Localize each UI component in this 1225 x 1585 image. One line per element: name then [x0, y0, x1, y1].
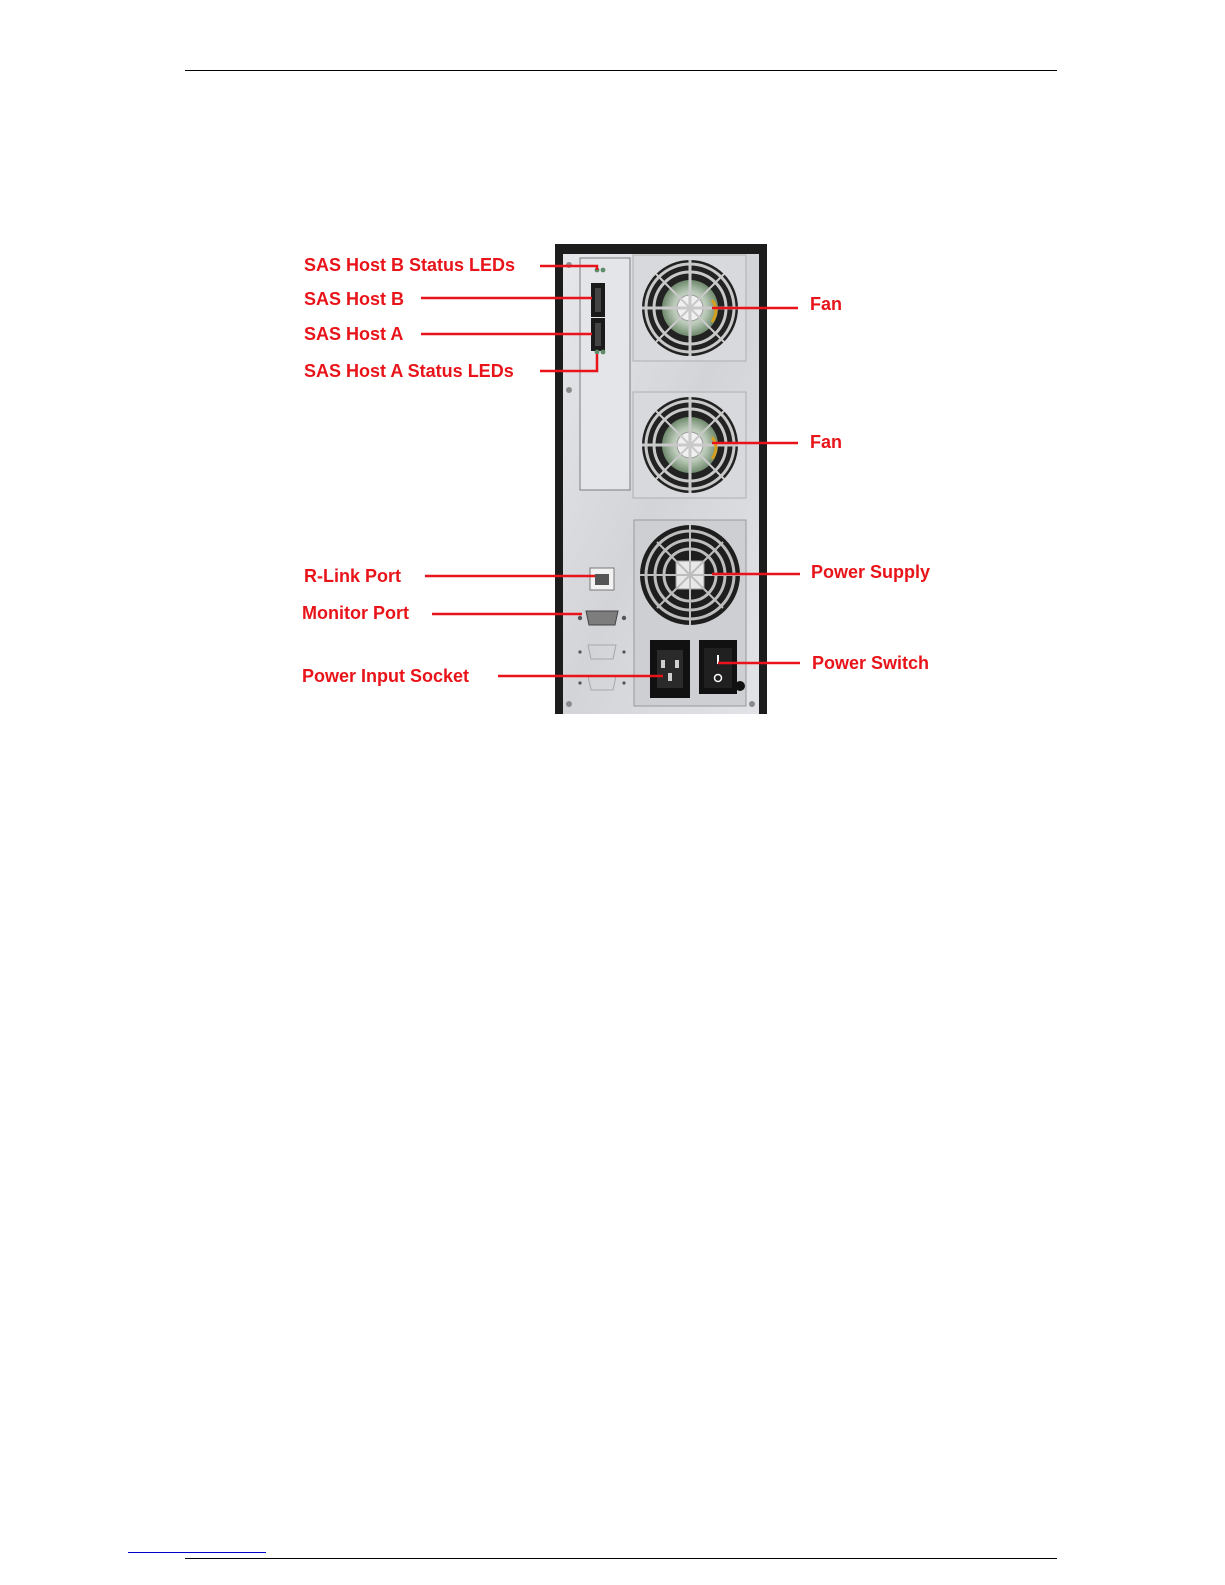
label-power-switch: Power Switch	[812, 653, 930, 673]
label-sas-host-a: SAS Host A	[304, 324, 404, 344]
label-fan-bottom: Fan	[810, 432, 843, 452]
power-input-socket	[650, 640, 690, 698]
sas-host-b-port	[591, 283, 605, 317]
footer-link-underline[interactable]	[128, 1552, 266, 1553]
label-sas-host-b: SAS Host B	[304, 289, 405, 309]
label-fan-top: Fan	[810, 294, 843, 314]
footer-rule	[185, 1558, 1057, 1559]
label-r-link-port: R-Link Port	[304, 566, 401, 586]
fan-bottom	[633, 392, 746, 498]
sas-host-a-port	[591, 318, 605, 351]
label-power-supply: Power Supply	[811, 562, 931, 582]
label-sas-host-b-leds: SAS Host B Status LEDs	[304, 255, 516, 275]
label-sas-host-a-leds: SAS Host A Status LEDs	[304, 361, 514, 381]
label-monitor-port: Monitor Port	[302, 603, 409, 623]
label-power-input-socket: Power Input Socket	[302, 666, 470, 686]
r-link-port	[590, 568, 614, 590]
